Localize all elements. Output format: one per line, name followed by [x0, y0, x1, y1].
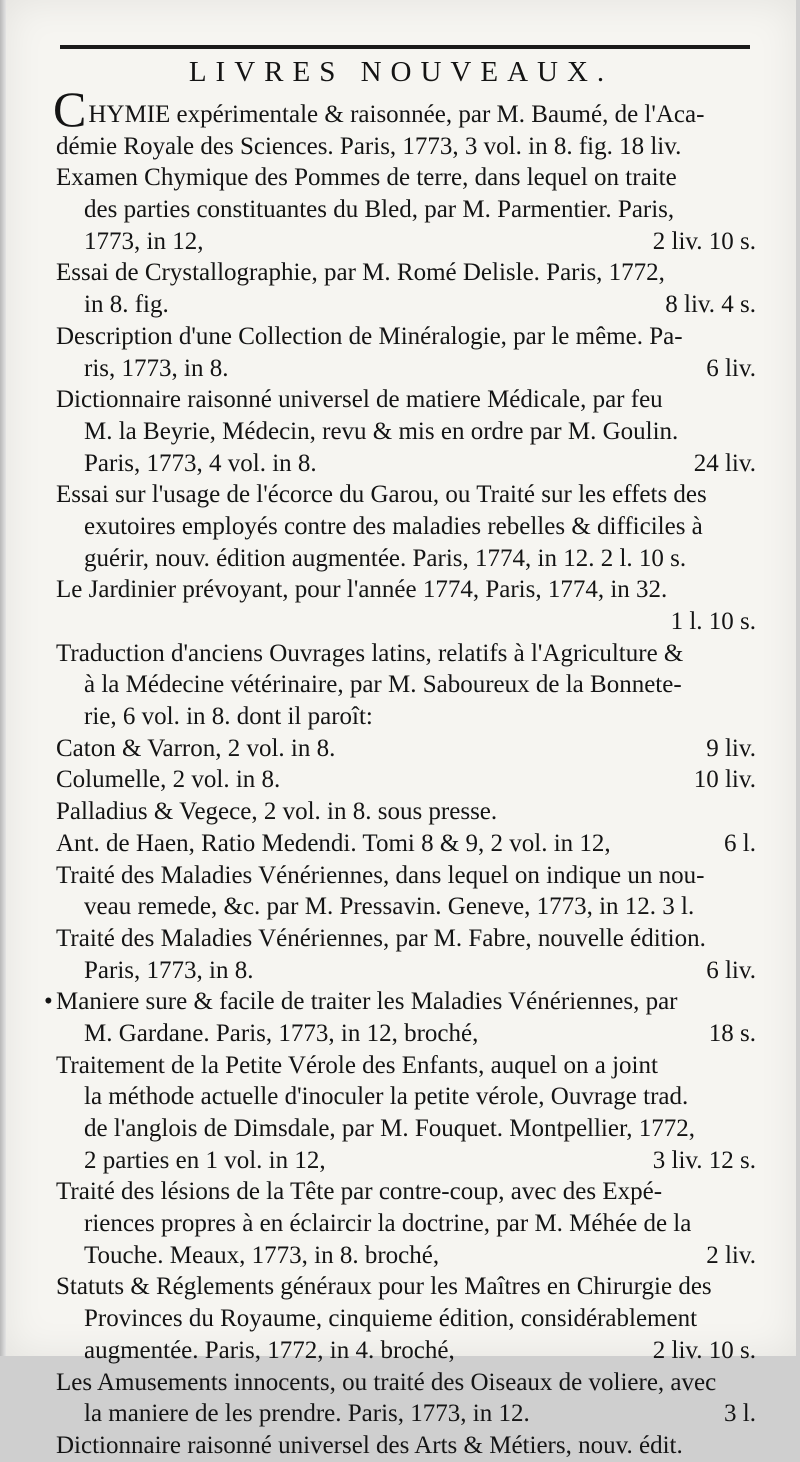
entry-text: M. la Beyrie, Médecin, revu & mis en ordre par M. Goulin. — [84, 417, 679, 445]
entry-text: 2 parties en 1 vol. in 12, — [84, 1146, 326, 1174]
entry-text: veau remede, &c. par M. Pressavin. Geneve, 1773, in 12. 3 l. — [84, 893, 695, 921]
entry-text: Palladius & Vegece, 2 vol. in 8. sous presse. — [56, 798, 498, 826]
entry-line — [56, 1335, 756, 1367]
entry-text: M. Gardane. Paris, 1773, in 12, broché, — [84, 1019, 479, 1047]
book-entry — [56, 733, 756, 765]
entry-line — [56, 891, 756, 923]
book-entry — [56, 1050, 756, 1177]
book-entry — [56, 162, 756, 257]
entry-text: la méthode actuelle d'inoculer la petite vérole, Ouvrage trad. — [84, 1083, 689, 1111]
entry-text: Traité des Maladies Vénériennes, dans lequel on indique un nou- — [56, 861, 705, 889]
book-entry — [56, 1430, 756, 1462]
book-entry — [56, 574, 756, 637]
entry-line — [56, 860, 756, 892]
entry-text: in 8. fig. — [84, 291, 169, 319]
entry-text: Traitement de la Petite Vérole des Enfants, auquel on a joint — [56, 1051, 658, 1079]
entry-text: augmentée. Paris, 1772, in 4. broché, — [84, 1336, 455, 1364]
entry-line — [56, 226, 756, 258]
entry-text: démie Royale des Sciences. Paris, 1773, 3 vol. in 8. fig. 18 liv. — [56, 132, 682, 160]
entry-text: Paris, 1773, 4 vol. in 8. — [84, 449, 317, 477]
book-entry — [56, 384, 756, 479]
entry-text: Description d'une Collection de Minéralogie, par le même. Pa- — [56, 322, 683, 350]
entry-text: exutoires employés contre des maladies rebelles & difficiles à — [84, 512, 703, 540]
entry-line — [56, 321, 756, 353]
book-entry — [56, 923, 756, 986]
entry-text: Statuts & Réglements généraux pour les Maîtres en Chirurgie des — [56, 1273, 712, 1301]
entry-line — [56, 353, 756, 385]
book-entry — [56, 764, 756, 796]
book-entry — [56, 796, 756, 828]
entry-line — [56, 543, 756, 575]
entry-line — [56, 416, 756, 448]
entry-text: Le Jardinier prévoyant, pour l'année 1774, Paris, 1774, in 32. — [56, 576, 668, 604]
entry-price: 8 liv. 4 s. — [665, 291, 756, 319]
entry-line — [56, 574, 756, 606]
entry-text: ris, 1773, in 8. — [84, 354, 229, 382]
entry-text: HYMIE expérimentale & raisonnée, par M. Baumé, de l'Aca- — [88, 100, 705, 128]
entry-text: Paris, 1773, in 8. — [84, 956, 254, 984]
entry-line — [56, 606, 756, 638]
entry-text: Traité des lésions de la Tête par contre-coup, avec des Expé- — [56, 1178, 663, 1206]
entry-line — [56, 1018, 756, 1050]
entry-price: 24 liv. — [693, 449, 756, 477]
book-entry — [56, 479, 756, 574]
entry-line — [56, 669, 756, 701]
entry-price: 6 liv. — [706, 354, 756, 382]
entry-text: Examen Chymique des Pommes de terre, dans lequel on traite — [56, 164, 677, 192]
entry-price: 3 l. — [724, 1400, 756, 1428]
entry-text: Touche. Meaux, 1773, in 8. broché, — [84, 1241, 440, 1269]
entry-price: 1 l. 10 s. — [670, 608, 756, 635]
entry-line — [56, 764, 756, 796]
entry-text: rie, 6 vol. in 8. dont il paroît: — [84, 703, 373, 731]
entry-text: 1773, in 12, — [84, 227, 204, 255]
entry-price: 6 l. — [724, 829, 756, 857]
entry-line — [56, 194, 756, 226]
entry-line — [56, 1240, 756, 1272]
entry-text: à la Médecine vétérinaire, par M. Saboureux de la Bonnete- — [84, 671, 682, 699]
entry-line — [56, 828, 756, 860]
book-entry — [56, 1271, 756, 1366]
entry-line — [56, 1303, 756, 1335]
running-head: LIVRES NOUVEAUX. — [188, 56, 614, 88]
entry-bullet: • — [44, 988, 53, 1016]
entry-line — [56, 384, 756, 416]
book-entry — [44, 986, 756, 1049]
entry-text: des parties constituantes du Bled, par M. Parmentier. Paris, — [84, 196, 675, 224]
drop-cap: C — [53, 80, 87, 137]
entry-text: Traduction d'anciens Ouvrages latins, relatifs à l'Agriculture & — [56, 639, 684, 667]
entry-text: Essai sur l'usage de l'écorce du Garou, ou Traité sur les effets des — [56, 481, 707, 509]
top-rule — [60, 45, 750, 49]
entry-line — [56, 1145, 756, 1177]
entry-line — [56, 638, 756, 670]
entry-price: 2 liv. 10 s. — [652, 1336, 756, 1364]
entry-line — [56, 923, 756, 955]
entry-line — [56, 701, 756, 733]
entry-price: 9 liv. — [706, 734, 756, 762]
book-list — [44, 80, 756, 1462]
entry-line — [56, 257, 756, 289]
entry-text: Dictionnaire raisonné universel des Arts & Métiers, nouv. édit. — [56, 1431, 683, 1459]
entry-line — [56, 1398, 756, 1430]
entry-text: de l'anglois de Dimsdale, par M. Fouquet. Montpellier, 1772, — [84, 1115, 696, 1142]
entry-line — [53, 80, 756, 137]
entry-text: riences propres à en éclaircir la doctrine, par M. Méhée de la — [84, 1210, 692, 1238]
entry-line — [56, 1367, 756, 1399]
book-entry — [56, 257, 756, 320]
entry-text: Caton & Varron, 2 vol. in 8. — [56, 734, 336, 762]
entry-text: Dictionnaire raisonné universel de matiere Médicale, par feu — [56, 386, 663, 414]
book-entry — [53, 80, 756, 162]
entry-text: Maniere sure & facile de traiter les Maladies Vénériennes, par — [56, 988, 678, 1016]
book-entry — [56, 1367, 756, 1430]
entry-price: 6 liv. — [706, 956, 756, 984]
entry-text: Traité des Maladies Vénériennes, par M. Fabre, nouvelle édition. — [56, 924, 706, 952]
entry-line — [56, 1081, 756, 1113]
book-entry — [56, 860, 756, 923]
entry-text: Ant. de Haen, Ratio Medendi. Tomi 8 & 9, 2 vol. in 12, — [56, 829, 611, 857]
entry-price: 3 liv. 12 s. — [652, 1146, 756, 1174]
book-entry — [56, 321, 756, 384]
entry-text: la maniere de les prendre. Paris, 1773, in 12. — [84, 1400, 530, 1428]
entry-line — [56, 162, 756, 194]
entry-line — [56, 1208, 756, 1240]
entry-line — [56, 796, 756, 828]
entry-price: 18 s. — [708, 1019, 756, 1047]
entry-price: 2 liv. 10 s. — [652, 227, 756, 255]
entry-line — [56, 955, 756, 987]
entry-price: 10 liv. — [693, 766, 756, 794]
entry-line — [56, 289, 756, 321]
entry-text: Les Amusements innocents, ou traité des Oiseaux de voliere, avec — [56, 1368, 717, 1396]
entry-text: guérir, nouv. édition augmentée. Paris, 1774, in 12. 2 l. 10 s. — [84, 544, 687, 572]
entry-line — [56, 1430, 756, 1462]
book-entry — [56, 638, 756, 733]
book-entry — [56, 828, 756, 860]
book-page — [6, 0, 796, 1459]
entry-text: Columelle, 2 vol. in 8. — [56, 766, 281, 794]
entry-line — [56, 986, 756, 1018]
entry-text: Essai de Crystallographie, par M. Romé Delisle. Paris, 1772, — [56, 259, 665, 287]
entry-line — [56, 511, 756, 543]
entry-line — [56, 448, 756, 480]
entry-line — [56, 131, 756, 163]
entry-price: 2 liv. — [706, 1241, 756, 1269]
entry-text: Provinces du Royaume, cinquieme édition, considérablement — [84, 1305, 698, 1333]
entry-line — [56, 479, 756, 511]
book-entry — [56, 1176, 756, 1271]
entry-line — [56, 1271, 756, 1303]
entry-line — [56, 1050, 756, 1082]
entry-line — [56, 1176, 756, 1208]
entry-line — [56, 1113, 756, 1145]
entry-line — [56, 733, 756, 765]
